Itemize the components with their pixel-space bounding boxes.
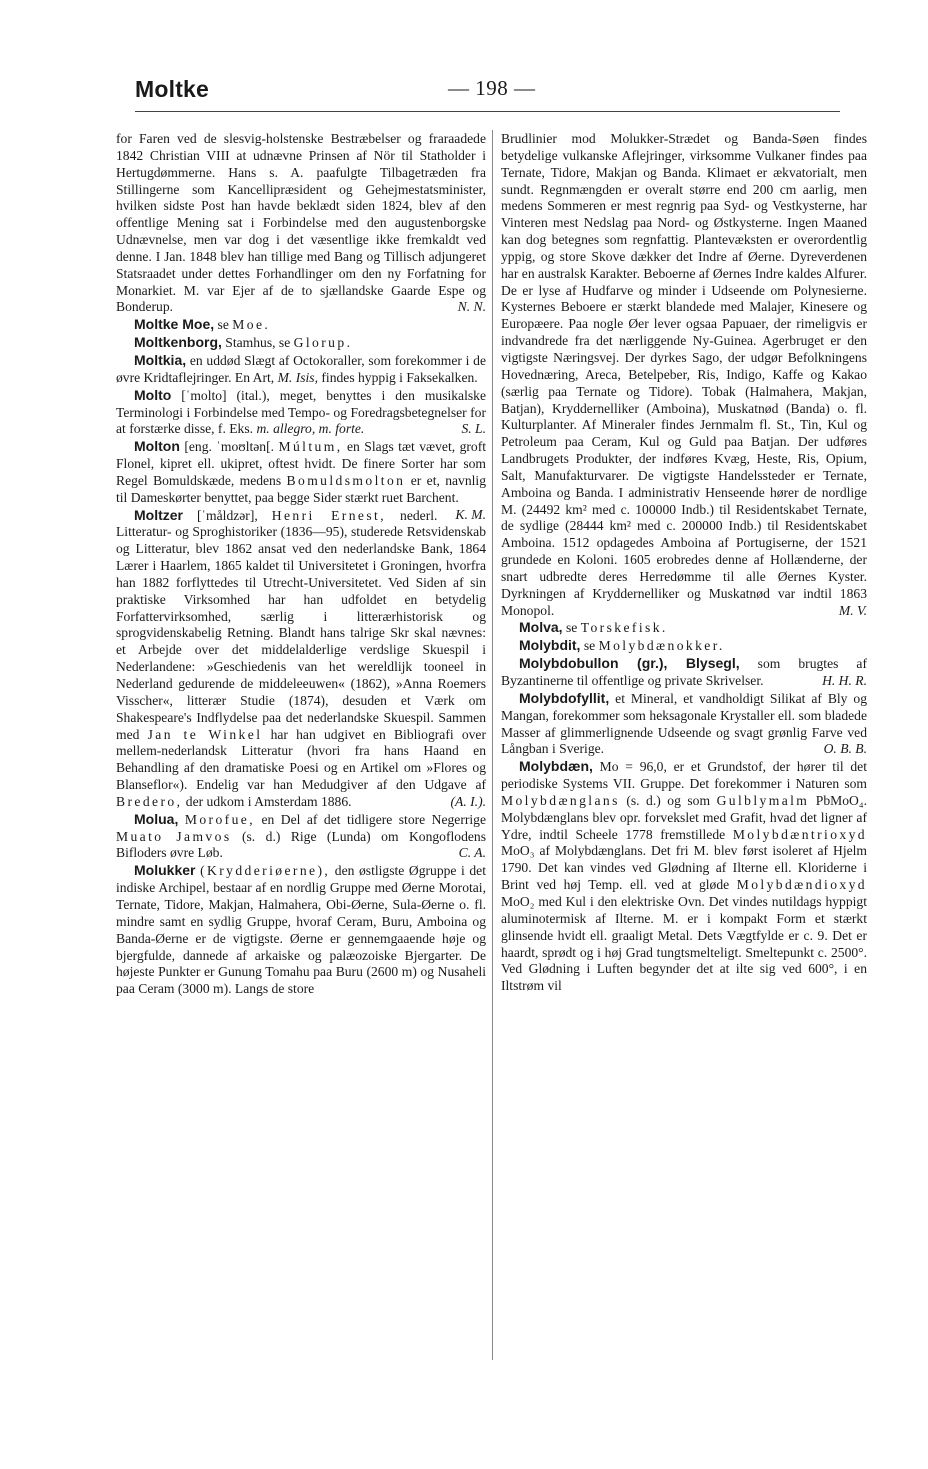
entry-headword: Moltkia,	[134, 351, 187, 368]
entry-text: [ˈmåldzər],	[197, 507, 258, 523]
entry-text: se	[217, 317, 229, 333]
spaced-term: Bredero,	[116, 793, 183, 809]
entry-text: en Del af det tidligere store Negerrige	[261, 811, 487, 827]
italic-term: M. Isis,	[277, 369, 318, 385]
author-signature: H. H. R.	[822, 673, 867, 688]
spaced-term: Molybdæntrioxyd	[732, 826, 867, 842]
author-signature: S. L.	[461, 421, 486, 437]
author-signature: K. M.	[455, 506, 486, 522]
entry-continuation	[116, 131, 486, 316]
cross-reference: Torskefisk.	[580, 620, 668, 636]
spaced-term: Molybdændioxyd	[736, 877, 867, 893]
cross-reference: Glorup.	[293, 335, 353, 351]
entry-text: som brugtes af Byzantinerne til offentlige og private Skrivelser.	[501, 656, 867, 688]
entry-molva	[501, 619, 867, 637]
spaced-term: Jan te Winkel	[147, 726, 263, 742]
left-column	[116, 131, 486, 998]
entry-text: der udkom i Amsterdam 1886.	[185, 793, 352, 809]
entry-molukker	[116, 862, 486, 998]
entry-text: se	[565, 620, 578, 636]
entry-headword: Molukker	[134, 862, 196, 879]
author-signature: N. N.	[457, 299, 486, 315]
entry-text: Mo = 96,0, er et Grundstof, der hører til det periodiske Systems VII. Gruppe. Det forekommer i Naturen som	[501, 759, 867, 792]
cross-reference: Molybdænokker.	[598, 638, 725, 654]
page-header	[135, 76, 840, 106]
entry-text: en Slags tæt vævet, groft Flonel, kipret ell. ukipret, oftest hvidt. De finere Sorter har som Regel Bomuldskæde, medens	[116, 439, 487, 488]
entry-text: MoO₃ af Molybdænglans. Det fri M. blev først isoleret af Hjelm 1790. Det kan vindes ved Glødning af Ilterne ell. Kloriderne i Brint ved høj Temp. ell. ved at gløde	[501, 843, 867, 893]
spaced-term: Molybdænglans	[501, 792, 620, 808]
author-signature: C. A.	[458, 845, 486, 861]
spaced-term: Múltum,	[278, 439, 343, 455]
entry-text: (s. d.) Rige (Lunda) om Kongoflodens Bifloders øvre Løb.	[116, 828, 486, 861]
spaced-term: Bomuldsmolton	[286, 472, 406, 488]
entry-headword: Molybdofyllit,	[519, 689, 610, 706]
italic-term: m. allegro, m. forte.	[256, 421, 365, 437]
entry-headword: Molto	[134, 386, 172, 403]
entry-text: MoO₂ med Kul i den elektriske Ovn. Det vindes nutildags hyppigt aluminotermisk af Ilterne. M. er i kompakt Form et stærkt glinsende hvidt ell. graaligt Metal. Dets Vægtfylde er c. 9. Det er haardt, sprødt og i høj Grad tungtsmelteligt. Smeltepunkt c. 2500°. Ved Glødning i Luften begynder det at ilte sig ved 600°, i en Iltstrøm vil	[501, 893, 867, 994]
entry-moltke-moe	[116, 316, 486, 334]
entry-molybdit	[501, 637, 867, 655]
entry-headword: Moltke Moe,	[134, 316, 215, 333]
entry-headword: Molybdit,	[519, 637, 581, 654]
entry-headword: Moltzer	[134, 506, 183, 523]
author-signature: M. V.	[838, 602, 867, 618]
running-headword: Moltke	[135, 76, 210, 102]
entry-text: er et, navnlig til Dameskørter benyttet, paa begge Sider stærkt ruet Barchent.	[116, 472, 487, 505]
spaced-term: Henri Ernest,	[271, 507, 387, 523]
entry-text: et Mineral, et vandholdigt Silikat af Bly og Mangan, forekommer som heksagonale Krystaller ell. som bladede Masser af glimmerlignende Udseende og svagt grønlig Farve ved Långban i Sverige.	[501, 690, 867, 757]
right-column	[501, 131, 867, 995]
entry-text: en uddød Slægt af Octokoraller, som forekommer i de øvre Kridtaflejringer. En Art,	[116, 352, 486, 385]
entry-headword: Molua,	[134, 810, 179, 827]
entry-moltzer	[116, 507, 486, 811]
entry-headword: Moltkenborg,	[134, 334, 222, 351]
page-number: — 198 —	[448, 76, 536, 100]
spaced-term: Muato Jamvos	[116, 828, 232, 844]
entry-text: nederl. Litteratur- og Sproghistoriker (1836—95), studerede Retsvidenskab og Litteratur, blev 1862 ansat ved den nederlandske Bank, 1864 Lærer i Haarlem, 1865 kaldet til Universitetet i Groningen, hvorfra han 1882 forflyttedes til Utrecht-Universitetet. Ved Siden af sin praktiske Virksomhed har han udfoldet en betydelig Forfattervirksomhed, særlig i litterærhistorisk og sprogvidenskabelig Retning. Blandt hans talrige Skr skal nævnes: et Arbejde over det middelalderlige verdslige Skuespil i Nederlandene: »Geschiedenis van het wereldlijk tooneel in Nederland gedurende de middeleeuwen« (1862), »Anna Roemers Visscher«, litterær Studie (1874), desuden et Værk om Shakespeare's Indflydelse paa det nederlandske Skuespil. Sammen med	[116, 507, 486, 742]
entry-text: [eng. ˈmoʊltən[.	[184, 439, 275, 455]
author-signature: (A. I.).	[450, 793, 486, 809]
entry-headword: Molva,	[519, 619, 563, 636]
entry-headword: Molton	[134, 438, 180, 455]
entry-molua	[116, 811, 486, 863]
entry-continuation	[501, 131, 867, 619]
entry-text: [ˈmolto] (ital.), meget, benyttes i den musikalske Terminologi i Forbindelse med Tempo- og Foredragsbetegnelser for at forstærke disse, f. Eks.	[116, 387, 486, 437]
entry-text: (s. d.) og som	[626, 792, 711, 808]
column-divider	[492, 130, 493, 1360]
entry-text: den østligste Øgruppe i det indiske Archipel, bestaar af en nordlig Gruppe med Øerne Morotai, Ternate, Tidore, Makjan, Halmahera, Obi-Øerne, Sula-Øerne o. fl. mindre samt en sydlig Gruppe, hvoraf Ceram, Buru, Amboina og Banda-Øerne er de vigtigste. Øerne er gennemgaaende høje og bjergfulde, dannede af arkaiske og palæozoiske Bjergarter. De højeste Punkter er Gunung Tomahu paa Buru (2600 m) og Nusaheli paa Ceram (3000 m). Langs de store	[116, 863, 486, 997]
entry-molybdaen	[501, 758, 867, 995]
spaced-term: Gulblymalm	[716, 792, 810, 808]
entry-text: findes hyppig i Faksekalken.	[321, 369, 478, 385]
entry-headword: Molybdæn,	[519, 758, 593, 775]
entry-moltkenborg	[116, 334, 486, 352]
entry-text: har han udgivet en Bibliografi over mellem-nederlandsk Litteratur (hvori fra hans Haand en Behandling af den dramatiske Poesi og en Artikel om »Flores og Blanseflor«). Endelig var han Medudgiver af den Udgave af	[116, 726, 486, 793]
entry-moltkia	[116, 352, 486, 387]
entry-text: Brudlinier mod Molukker-Strædet og Banda-Søen findes betydelige vulkanske Aflejringer, virksomme Vulkaner findes paa Ternate, Tidore, Makjan og Banda. Klimaet er ækvatorialt, men sundt. Regnmængden er overalt større end 200 cm aarlig, men medens Sommeren er mest regnrig paa Syd- og Vestkysterne, har Vinteren mest Nedslag paa Nord- og Østkysterne. Ingen Maaned kan dog betegnes som regnfattig. Plantevæksten er overordentlig yppig, og store Skove dækker det Indre af Øerne. Dyreverdenen har en australsk Karakter. Beboerne af Øernes Indre kaldes Alfurer. De er lyse af Hudfarve og minder i Udseende om Polynesierne. Kysternes Beboere er stærkt blandede med Malajer, Kinesere og Europæere. Paa nogle Øer lever ogsaa Papuaer, der rimeligvis er indvandrede fra det nærliggende Ny-Guinea. Agerbruget er den vigtigste Næringsvej. Der dyrkes Sago, der udgør Befolkningens Hovednæring, Areca, Betelpeber, Ris, Indigo, Kaffe og Kakao (særlig paa Ternate og Tidore). Tobak (Halmahera, Makjan, Batjan), Kryddernelliker (Amboina), Muskatnød (Banda) o. fl. Kulturplanter. Af Mineraler findes Jernmalm fl. St., Tin, Kul og Petroleum paa Ceram, Kul og Guld paa Batjan. Der udføres Landbrugets Produkter, der indføres Kvæg, Heste, Ris, Opium, Salt, Manufakturvarer. De vigtigste Handelssteder er Ternate, Amboina og Banda. I administrativ Henseende hører de nordlige M. (24492 km² med c. 100000 Indb.) til Residentskabet Ternate, de sydlige (28444 km² med c. 200000 Indb.) til Residentskabet Amboina. 1512 opdagedes Amboina af Portugiserne, der 1521 grundede en Koloni. 1605 erobredes denne af Hollænderne, der snart udbredte deres Herredømme til alle Øernes Kyster. Dyrkningen af Kryddernelliker og Muskatnød var indtil 1863 Monopol.	[501, 131, 867, 618]
entry-molybdobullon	[501, 655, 867, 690]
entry-molto	[116, 387, 486, 439]
spaced-term: (Krydderiøerne),	[200, 863, 331, 879]
author-signature: O. B. B.	[823, 741, 867, 757]
spaced-term: Morofue,	[184, 811, 255, 827]
cross-reference: Moe.	[232, 317, 271, 333]
header-rule	[135, 111, 840, 112]
entry-text: se	[583, 638, 596, 654]
entry-headword: Molybdobullon (gr.), Blysegl,	[519, 655, 740, 672]
entry-text: PbMoO₄. Molybdænglans blev opr. forvekslet med Grafit, hvad det ligner af Ydre, indtil Scheele 1778 fremstillede	[501, 792, 867, 842]
entry-molybdofyllit	[501, 690, 867, 758]
entry-text: Stamhus, se	[225, 335, 291, 351]
entry-text: for Faren ved de slesvig-holstenske Bestræbelser og fraraadede 1842 Christian VIII at udnævne Prinsen af Nör til Statholder i Hertugdømmerne. Hans s. A. paafulgte Tilbagetræden fra Stillingerne som Kancellipræsident og Gehejmestatsminister, hvilken sidste Post han havde beklædt siden 1824, blev af den offentlige Mening sat i Forbindelse med den augustenborgske Udnævnelse, men var dog i det væsentlige ikke fremkaldt ved denne. I Jan. 1848 blev han tillige med Bang og Tillisch adjungeret Statsraadet under dettes Forhandlinger om den ny Forfatning for Monarkiet. M. var Ejer af de to sjællandske Gaarde Espe og Bonderup.	[116, 131, 486, 315]
